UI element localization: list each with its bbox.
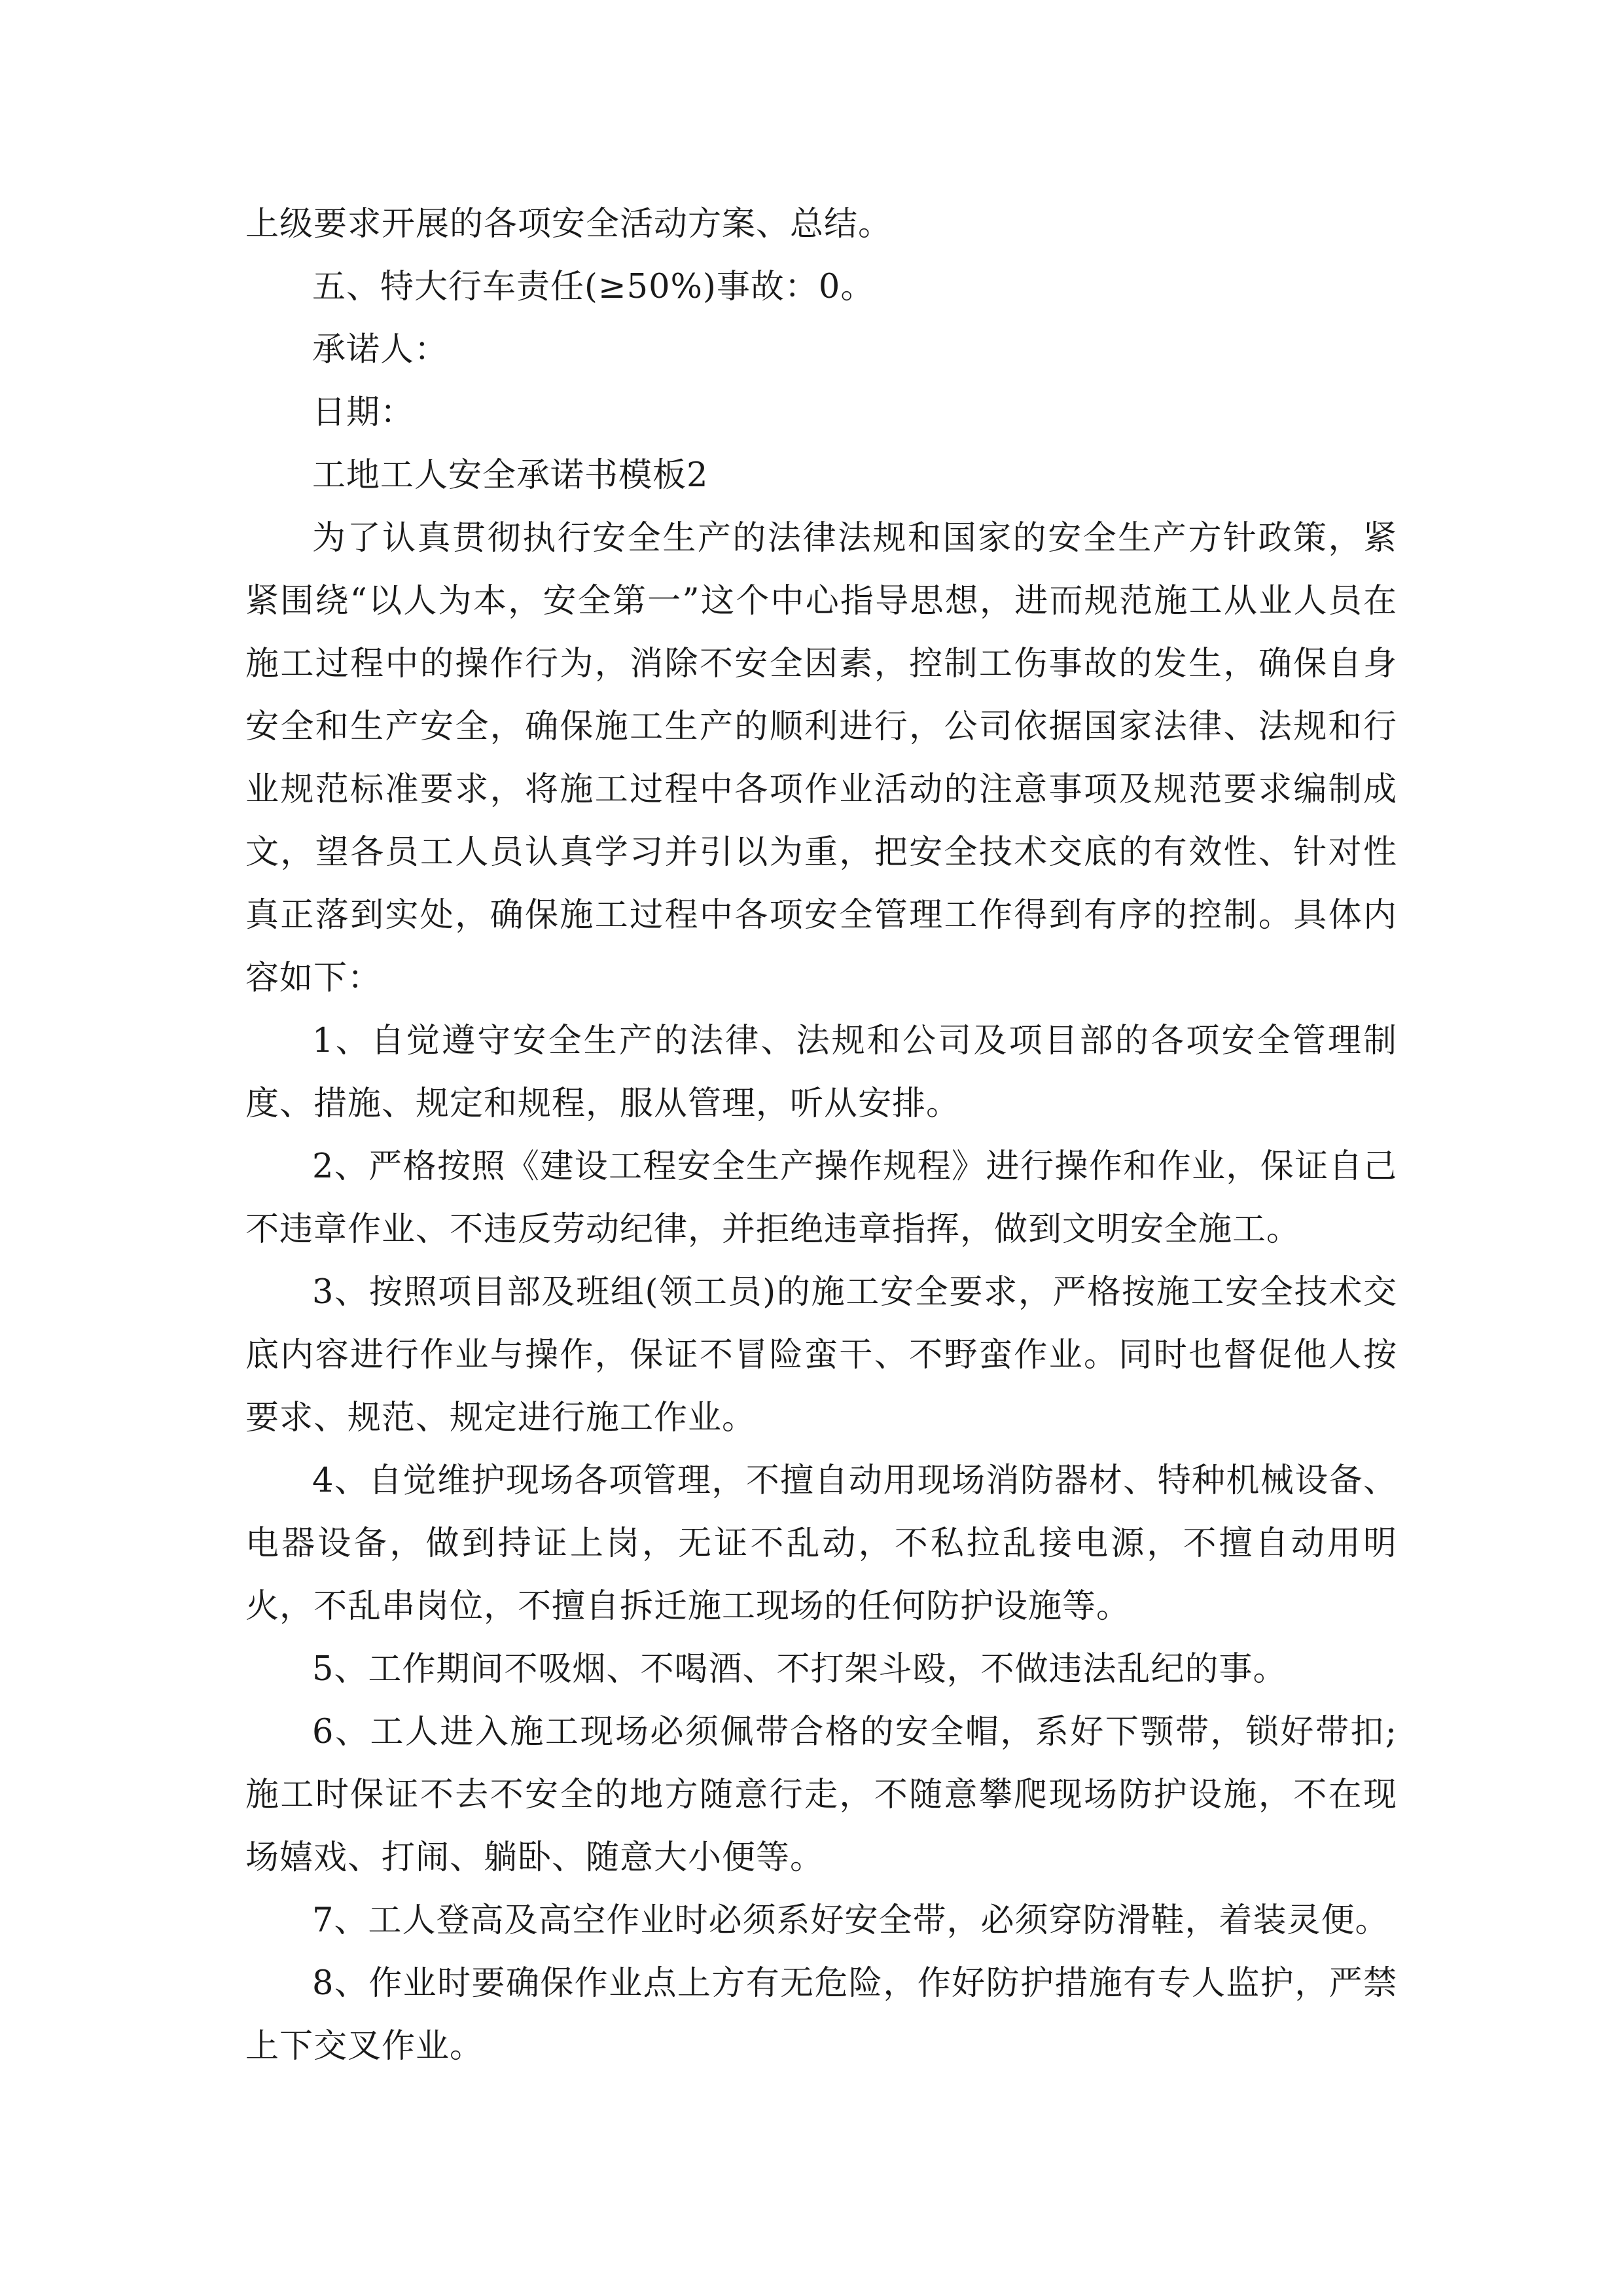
paragraph-item-5: 五、特大行车责任(≥50%)事故：0。 [312, 268, 875, 306]
signature-line: 承诺人： [312, 331, 449, 369]
rule-item-6: 6、工人进入施工现场必须佩带合格的安全帽，系好下颚带，锁好带扣;施工时保证不去不安全的地方随意行走，不随意攀爬现场防护设施，不在现场嬉戏、打闹、躺卧、随意大小便等。 [245, 1713, 1397, 1877]
rule-item-8: 8、作业时要确保作业点上方有无危险，作好防护措施有专人监护，严禁上下交叉作业。 [245, 1964, 1397, 2066]
document-body [245, 193, 1397, 2078]
section-title: 工地工人安全承诺书模板2 [312, 456, 709, 495]
intro-paragraph: 为了认真贯彻执行安全生产的法律法规和国家的安全生产方针政策，紧紧围绕“以人为本，安全第一”这个中心指导思想，进而规范施工从业人员在施工过程中的操作行为，消除不安全因素，控制工伤事故的发生，确保自身安全和生产安全，确保施工生产的顺利进行，公司依据国家法律、法规和行业规范标准要求，将施工过程中各项作业活动的注意事项及规范要求编制成文，望各员工人员认真学习并引以为重，把安全技术交底的有效性、针对性真正落到实处，确保施工过程中各项安全管理工作得到有序的控制。具体内容如下： [245, 519, 1397, 997]
rule-item-5: 5、工作期间不吸烟、不喝酒、不打架斗殴，不做违法乱纪的事。 [312, 1650, 1287, 1689]
rule-item-3: 3、按照项目部及班组(领工员)的施工安全要求，严格按施工安全技术交底内容进行作业与操作，保证不冒险蛮干、不野蛮作业。同时也督促他人按要求、规范、规定进行施工作业。 [245, 1273, 1397, 1437]
date-line: 日期： [312, 393, 415, 432]
rule-item-2: 2、严格按照《建设工程安全生产操作规程》进行操作和作业，保证自己不违章作业、不违反劳动纪律，并拒绝违章指挥，做到文明安全施工。 [245, 1147, 1397, 1249]
rule-item-1: 1、自觉遵守安全生产的法律、法规和公司及项目部的各项安全管理制度、措施、规定和规程，服从管理，听从安排。 [245, 1022, 1397, 1123]
paragraph-continuation: 上级要求开展的各项安全活动方案、总结。 [245, 205, 893, 243]
rule-item-7: 7、工人登高及高空作业时必须系好安全带，必须穿防滑鞋，着装灵便。 [312, 1901, 1389, 1940]
rule-item-4: 4、自觉维护现场各项管理，不擅自动用现场消防器材、特种机械设备、电器设备，做到持证上岗，无证不乱动，不私拉乱接电源，不擅自动用明火，不乱串岗位，不擅自拆迁施工现场的任何防护设施等。 [245, 1462, 1397, 1626]
